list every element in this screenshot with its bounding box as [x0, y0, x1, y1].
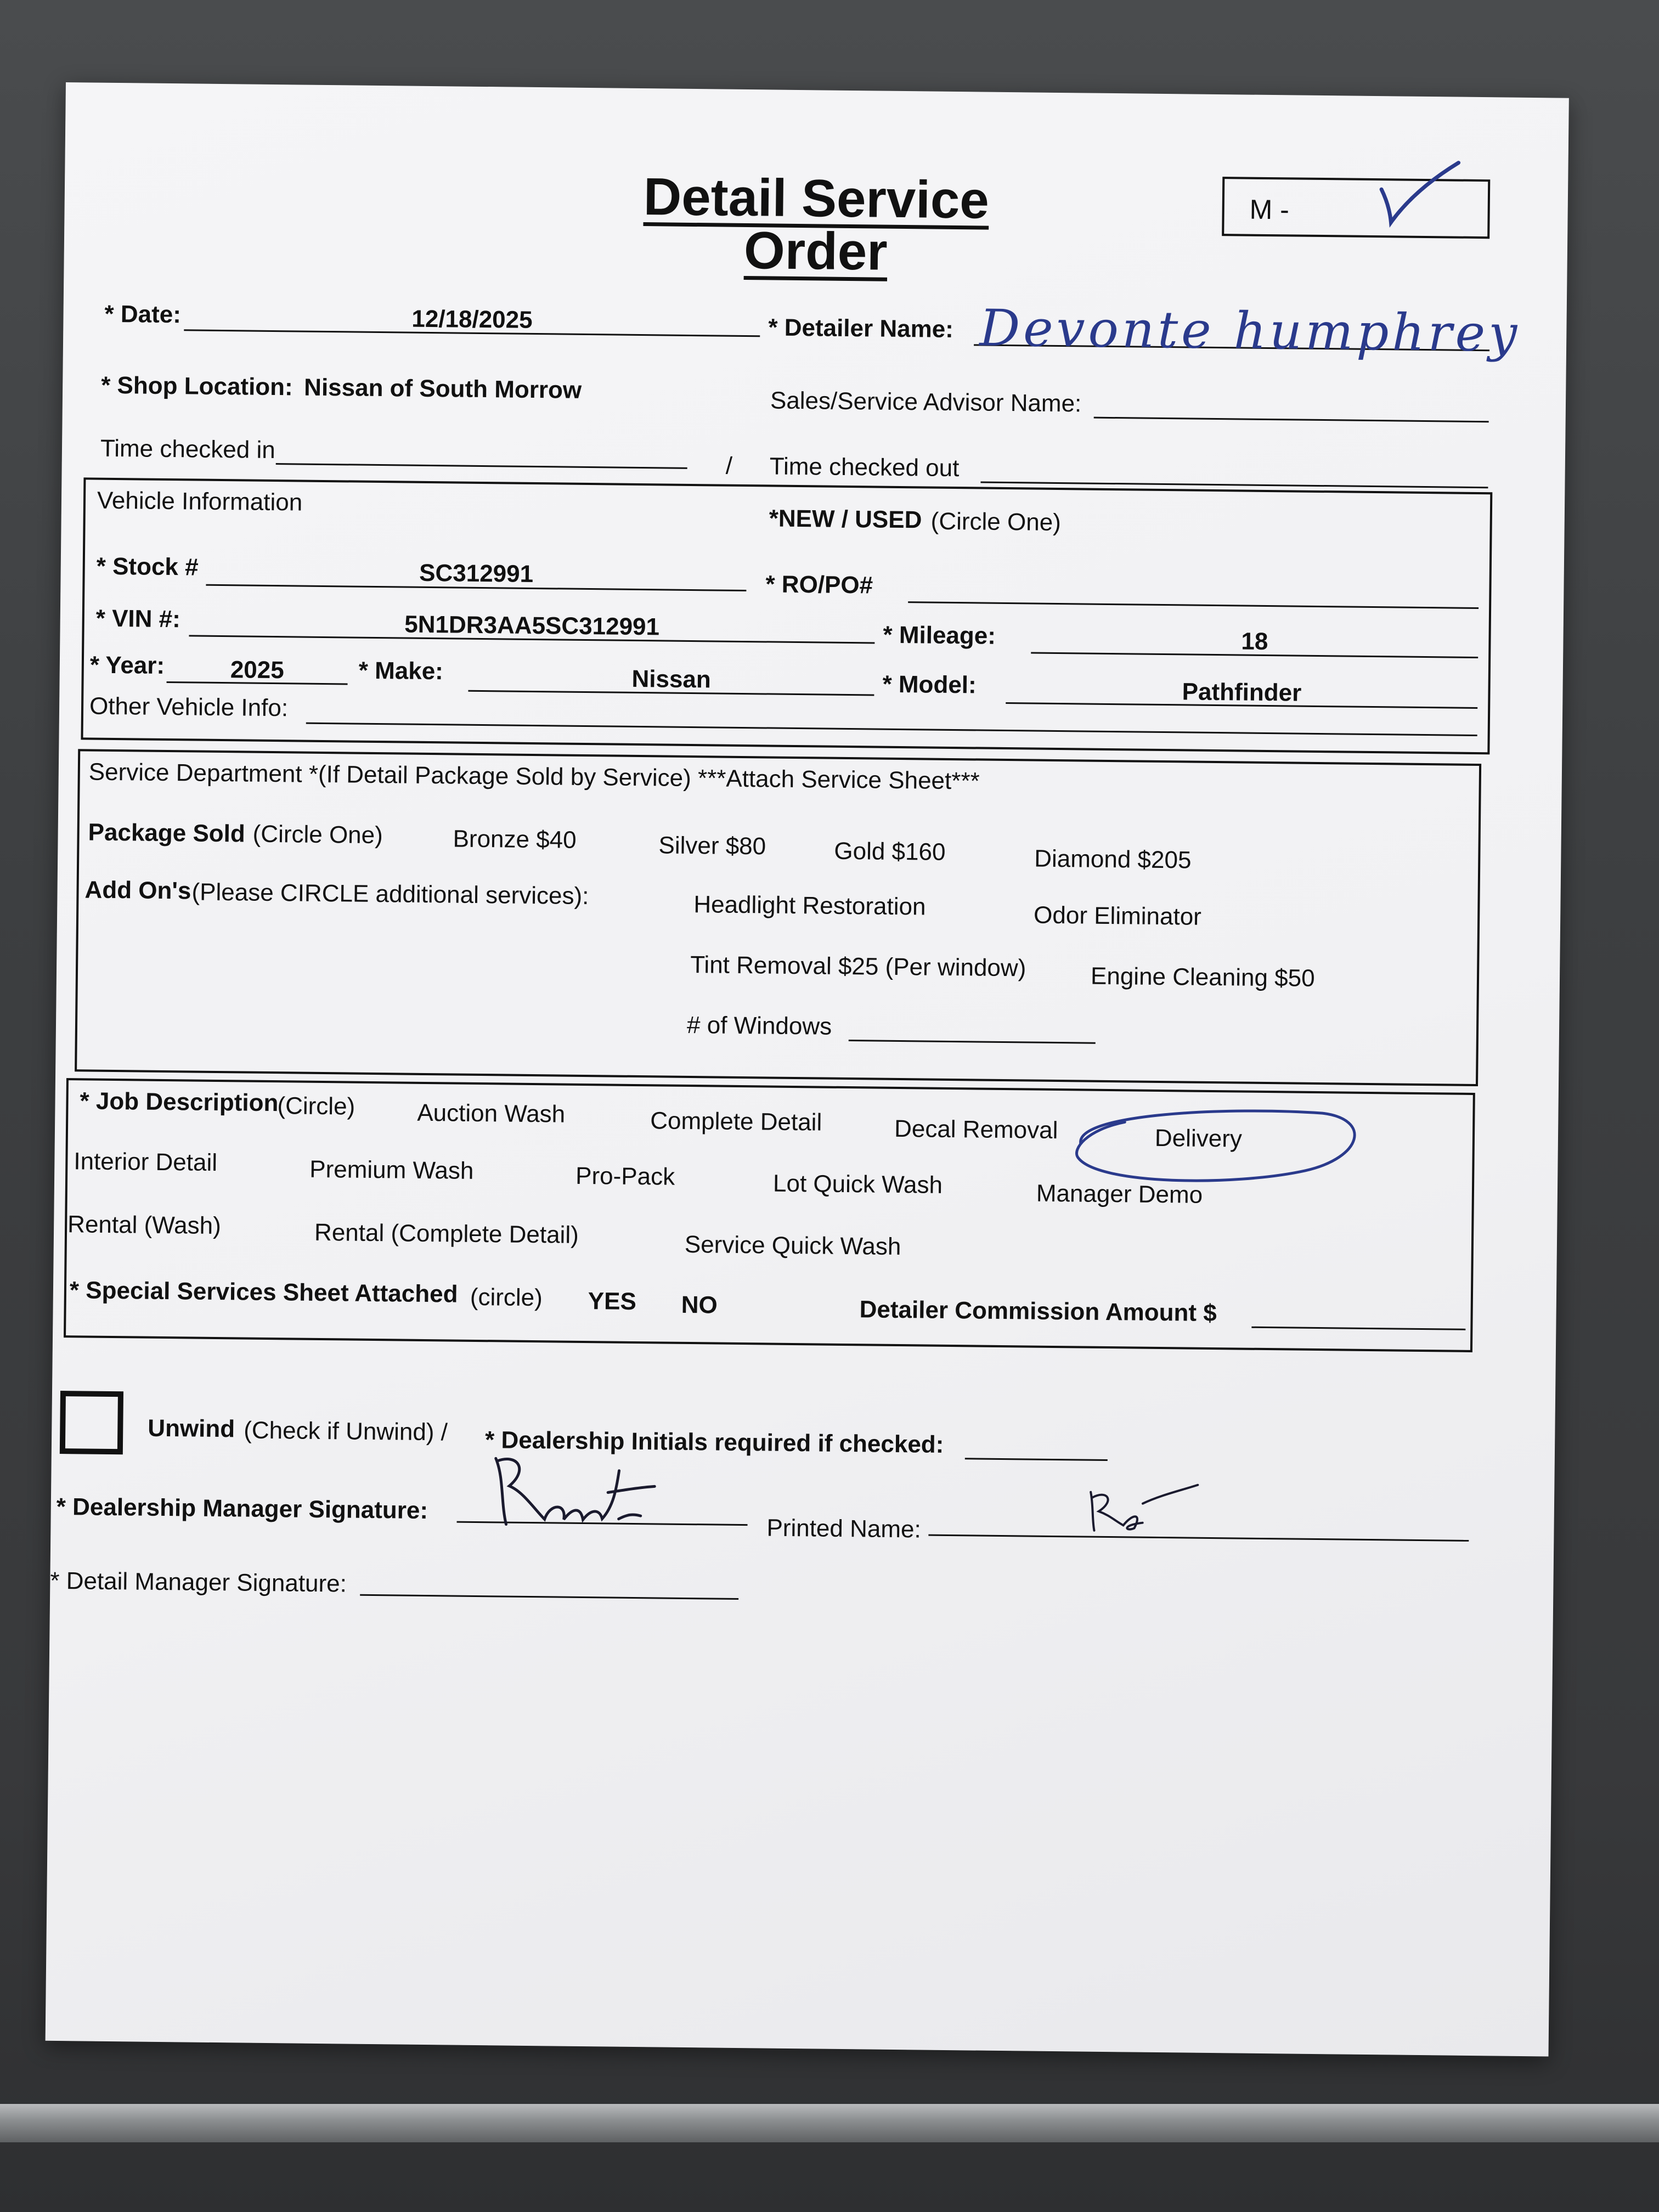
printed-name-mark: [1082, 1481, 1203, 1537]
year-label: * Year:: [89, 651, 165, 679]
unwind-checkbox[interactable]: [60, 1391, 123, 1454]
time-out-label: Time checked out: [769, 453, 960, 482]
shop-location-label: * Shop Location:: [100, 371, 293, 401]
stock-value[interactable]: SC312991: [419, 559, 534, 588]
package-gold[interactable]: Gold $160: [834, 837, 946, 866]
windows-label: # of Windows: [686, 1011, 832, 1040]
addon-headlight[interactable]: Headlight Restoration: [693, 891, 926, 921]
dealership-initials-line[interactable]: [965, 1458, 1108, 1461]
vin-label: * VIN #:: [95, 605, 181, 633]
date-value[interactable]: 12/18/2025: [411, 305, 533, 334]
job-service-quick-wash[interactable]: Service Quick Wash: [684, 1231, 901, 1261]
make-label: * Make:: [358, 657, 444, 685]
year-value[interactable]: 2025: [230, 656, 284, 684]
job-interior-detail[interactable]: Interior Detail: [74, 1148, 218, 1176]
make-value[interactable]: Nissan: [631, 665, 712, 693]
detail-manager-signature-label: * Detail Manager Signature:: [50, 1567, 347, 1598]
mileage-value[interactable]: 18: [1241, 628, 1268, 656]
addon-odor[interactable]: Odor Eliminator: [1033, 901, 1202, 930]
commission-label: Detailer Commission Amount $: [859, 1296, 1217, 1327]
package-sold-hint: (Circle One): [252, 820, 383, 849]
job-rental-complete-detail[interactable]: Rental (Complete Detail): [314, 1218, 579, 1249]
unwind-hint: (Check if Unwind) /: [244, 1417, 448, 1446]
delivery-circle-mark: [1064, 1097, 1372, 1193]
addons-label: Add On's: [84, 876, 191, 905]
vin-value[interactable]: 5N1DR3AA5SC312991: [404, 611, 660, 641]
package-silver[interactable]: Silver $80: [658, 832, 766, 860]
detailer-name-label: * Detailer Name:: [768, 314, 954, 343]
special-services-hint: (circle): [470, 1283, 543, 1312]
job-premium-wash[interactable]: Premium Wash: [309, 1155, 474, 1184]
manager-signature-label: * Dealership Manager Signature:: [56, 1493, 428, 1525]
advisor-name-label: Sales/Service Advisor Name:: [770, 387, 1082, 417]
job-complete-detail[interactable]: Complete Detail: [650, 1107, 822, 1136]
model-label: * Model:: [882, 670, 977, 699]
job-lot-quick-wash[interactable]: Lot Quick Wash: [772, 1170, 943, 1199]
printed-name-label: Printed Name:: [766, 1514, 921, 1543]
package-sold-label: Package Sold: [88, 819, 246, 848]
new-used-hint: (Circle One): [930, 507, 1062, 537]
shop-location-value[interactable]: Nissan of South Morrow: [303, 374, 582, 404]
other-vehicle-info-label: Other Vehicle Info:: [89, 692, 289, 722]
vehicle-section-label: Vehicle Information: [97, 487, 303, 516]
job-decal-removal[interactable]: Decal Removal: [894, 1115, 1058, 1144]
time-separator: /: [725, 452, 733, 479]
detail-manager-signature-line[interactable]: [360, 1594, 738, 1600]
package-diamond[interactable]: Diamond $205: [1034, 845, 1192, 874]
job-manager-demo[interactable]: Manager Demo: [1036, 1180, 1203, 1209]
addons-hint: (Please CIRCLE additional services):: [191, 878, 589, 910]
model-value[interactable]: Pathfinder: [1182, 678, 1302, 707]
mileage-label: * Mileage:: [883, 621, 996, 650]
package-bronze[interactable]: Bronze $40: [453, 825, 577, 854]
detailer-name-value[interactable]: Devonte humphrey: [979, 298, 1521, 363]
job-auction-wash[interactable]: Auction Wash: [417, 1099, 566, 1128]
job-rental-wash[interactable]: Rental (Wash): [67, 1211, 222, 1240]
new-used-label[interactable]: *NEW / USED: [769, 505, 922, 534]
job-description-hint: (Circle): [277, 1092, 356, 1120]
job-description-label: * Job Description: [80, 1087, 279, 1117]
m-box-label: M -: [1249, 194, 1290, 225]
special-services-label: * Special Services Sheet Attached: [69, 1277, 458, 1308]
service-order-sheet: [46, 82, 1569, 2056]
addon-tint[interactable]: Tint Removal $25 (Per window): [690, 951, 1026, 982]
job-pro-pack[interactable]: Pro-Pack: [575, 1162, 675, 1190]
manager-signature-mark: [484, 1447, 661, 1537]
time-in-line[interactable]: [276, 463, 687, 469]
time-in-label: Time checked in: [100, 435, 275, 464]
stock-label: * Stock #: [96, 552, 199, 581]
special-no[interactable]: NO: [681, 1291, 718, 1319]
special-yes[interactable]: YES: [588, 1288, 637, 1316]
page-title: Detail Service Order: [643, 167, 990, 281]
ro-po-label: * RO/PO#: [765, 571, 873, 599]
addon-engine[interactable]: Engine Cleaning $50: [1090, 962, 1315, 992]
checkmark-mark: [1375, 156, 1464, 229]
date-label: * Date:: [104, 300, 182, 329]
service-heading: Service Department *(If Detail Package Sold by Service) ***Attach Service Sheet***: [88, 758, 980, 795]
dealership-initials-label: * Dealership Initials required if checked:: [484, 1426, 944, 1458]
table-edge-rail: [0, 2104, 1659, 2142]
unwind-label: Unwind: [148, 1414, 235, 1443]
job-delivery[interactable]: Delivery: [1154, 1124, 1243, 1153]
advisor-name-line[interactable]: [1094, 417, 1489, 423]
